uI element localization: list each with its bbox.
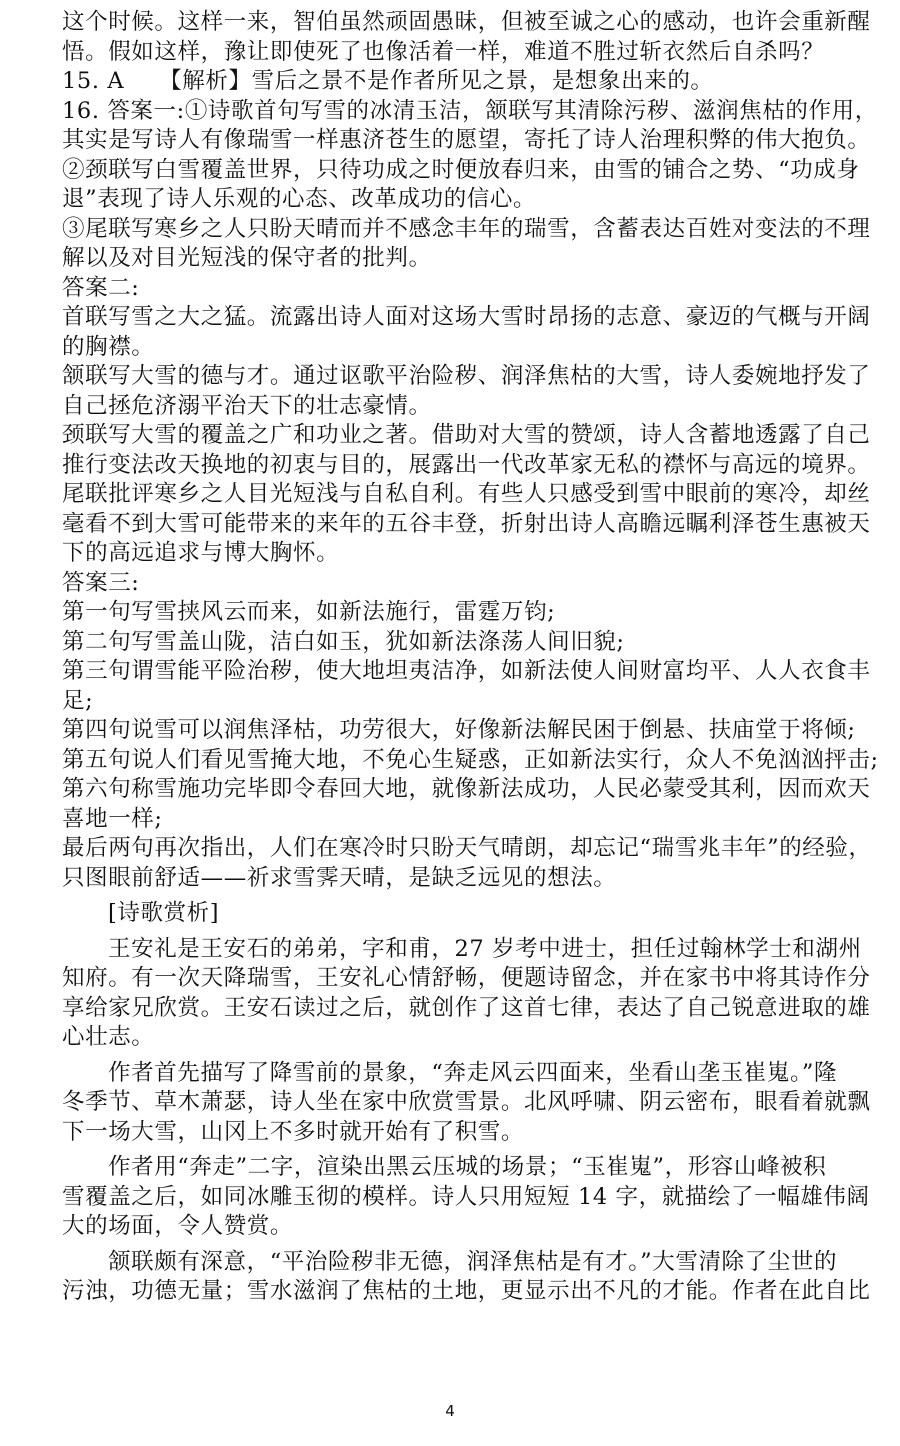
text-line: 解以及对目光短浅的保守者的批判。	[62, 245, 432, 271]
text-line: 大的场面，令人赞赏。	[62, 1213, 294, 1239]
text-line: 的胸襟。	[62, 333, 155, 360]
text-line: 退”表现了诗人乐观的心态、改革成功的信心。	[62, 186, 537, 212]
paragraph	[62, 935, 871, 1053]
document-body	[62, 8, 879, 1307]
text-line: 答案二:	[62, 274, 140, 301]
text-line: 自己拯危济溺平治天下的壮志豪情。	[62, 392, 432, 419]
text-line: ③尾联写寒乡之人只盼天晴而并不感念丰年的瑞雪，含蓄表达百姓对变法的不理	[62, 215, 871, 242]
text-line: 下一场大雪，山冈上不多时就开始有了积雪。	[62, 1118, 525, 1145]
text-line: 首联写雪之大之猛。流露出诗人面对这场大雪时昂扬的志意、豪迈的气概与开阔	[62, 304, 871, 330]
analysis-section	[62, 935, 871, 1307]
text-line: 第四句说雪可以润焦泽枯，功劳很大，好像新法解民困于倒悬、扶庙堂于将倾;	[62, 717, 856, 743]
text-line: 只图眼前舒适——祈求雪霁天晴，是缺乏远见的想法。	[62, 864, 617, 891]
paragraph	[62, 1059, 871, 1148]
text-line: 15. A 【解析】雪后之景不是作者所见之景，是想象出来的。	[62, 68, 714, 94]
text-line: 下的高远追求与博大胸怀。	[62, 540, 340, 566]
text-line: 推行变法改天换地的初衷与目的，展露出一代改革家无私的襟怀与高远的境界。	[62, 451, 871, 478]
text-line: ②颈联写白雪覆盖世界，只待功成之时便放春归来，由雪的铺合之势、“功成身	[62, 156, 860, 183]
answer-section	[62, 8, 879, 893]
text-line: 心壮志。	[62, 1024, 155, 1050]
text-line: 冬季节、草木萧瑟，诗人坐在家中欣赏雪景。北风呼啸、阴云密布，眼看着就飘	[62, 1089, 871, 1115]
text-line: 足;	[62, 687, 94, 714]
text-line: 享给家兄欣赏。王安石读过之后，就创作了这首七律，表达了自己锐意进取的雄	[62, 994, 871, 1021]
text-line: 其实是写诗人有像瑞雪一样惠济苍生的愿望，寄托了诗人治理积弊的伟大抱负。	[62, 127, 871, 153]
text-line: 悟。假如这样，豫让即使死了也像活着一样，难道不胜过斩衣然后自杀吗？	[62, 38, 825, 65]
text-line: 王安礼是王安石的弟弟，字和甫，27 岁考中进士，担任过翰林学士和湖州	[108, 935, 862, 962]
text-line: 知府。有一次天降瑞雪，王安礼心情舒畅，便题诗留念，并在家书中将其诗作分	[62, 965, 871, 991]
text-line: 第五句说人们看见雪掩大地，不免心生疑惑，正如新法实行，众人不免汹汹抨击;	[62, 746, 879, 773]
text-line: 第三句谓雪能平险治秽，使大地坦夷洁净，如新法使人间财富均平、人人衣食丰	[62, 658, 871, 684]
text-line: 作者用“奔走”二字，渲染出黑云压城的场景；“玉崔嵬”，形容山峰被积	[108, 1154, 827, 1180]
text-line: 污浊，功德无量；雪水滋润了焦枯的土地，更显示出不凡的才能。作者在此自比	[62, 1278, 871, 1304]
text-line: 毫看不到大雪可能带来的来年的五谷丰登，折射出诗人高瞻远瞩利泽苍生惠被天	[62, 510, 871, 537]
text-line: 颔联颇有深意，“平治险秽非无德，润泽焦枯是有才。”大雪清除了尘世的	[108, 1248, 838, 1275]
page-number: 4	[445, 1402, 455, 1420]
text-line: 16. 答案一:①诗歌首句写雪的冰清玉洁，颔联写其清除污秽、滋润焦枯的作用，	[62, 97, 878, 124]
text-line: 颈联写大雪的覆盖之广和功业之著。借助对大雪的赞颂，诗人含蓄地透露了自己	[62, 422, 871, 448]
paragraph	[62, 1153, 870, 1242]
paragraph	[62, 1248, 871, 1307]
text-line: 第六句称雪施功完毕即令春回大地，就像新法成功，人民必蒙受其利，因而欢天	[62, 776, 871, 802]
text-line: 颔联写大雪的德与才。通过讴歌平治险秽、润泽焦枯的大雪，诗人委婉地抒发了	[62, 363, 871, 389]
text-line: 第二句写雪盖山陇，洁白如玉，犹如新法涤荡人间旧貌;	[62, 628, 625, 655]
text-line: 答案三:	[62, 569, 140, 596]
text-line: 喜地一样;	[62, 805, 163, 832]
text-line: 尾联批评寒乡之人目光短浅与自私自利。有些人只感受到雪中眼前的寒冷，却丝	[62, 481, 871, 507]
text-line: 第一句写雪挟风云而来，如新法施行，雷霆万钧;	[62, 599, 556, 625]
text-line: 最后两句再次指出，人们在寒冷时只盼天气晴朗，却忘记“瑞雪兆丰年”的经验，	[62, 835, 872, 861]
section-heading: [诗歌赏析]	[108, 900, 220, 926]
text-line: 雪覆盖之后，如同冰雕玉彻的模样。诗人只用短短 14 字，就描绘了一幅雄伟阔	[62, 1183, 870, 1210]
text-line: 作者首先描写了降雪前的景象，“奔走风云四面来，坐看山垄玉崔嵬。”隆	[108, 1059, 838, 1086]
text-line: 这个时候。这样一来，智伯虽然顽固愚昧，但被至诚之心的感动，也许会重新醒	[62, 9, 871, 35]
